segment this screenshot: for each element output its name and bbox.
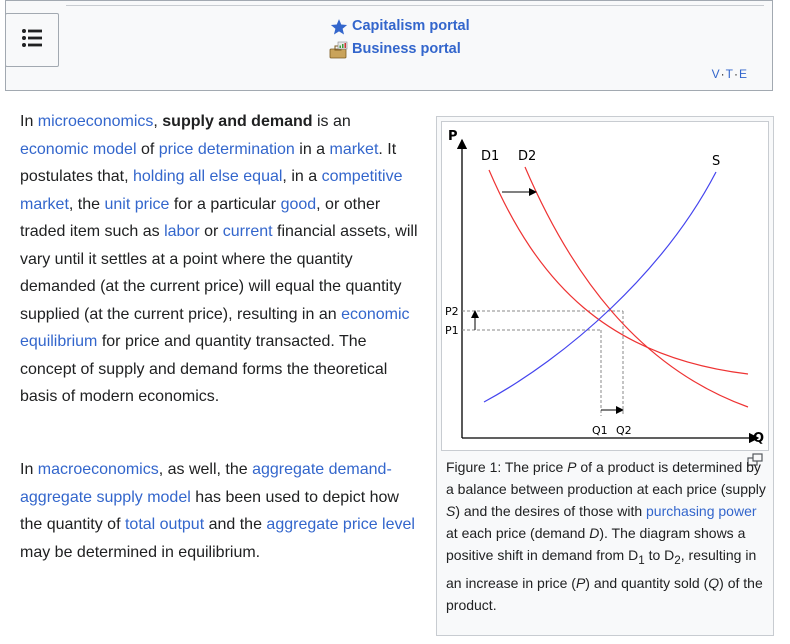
text: Q [708, 574, 720, 591]
link-market[interactable]: market [329, 140, 379, 158]
text: to D [644, 547, 675, 563]
link-ceteris-paribus[interactable]: holding all else equal [132, 168, 283, 185]
portal-list [329, 15, 470, 61]
link-labor[interactable]: labor [164, 223, 200, 240]
q2-label: Q2 [616, 424, 632, 437]
link-microeconomics[interactable]: microeconomics [37, 113, 154, 130]
star-icon [329, 17, 349, 37]
d1-curve [489, 170, 748, 374]
figure-caption [446, 456, 766, 616]
link-total-output[interactable]: total output [124, 516, 205, 533]
link-good[interactable]: good [280, 195, 317, 213]
toc-toggle-button[interactable] [5, 13, 59, 67]
text: of [136, 140, 159, 158]
text: and the [204, 516, 267, 533]
link-ad-as-model[interactable]: aggregate demand-aggregate supply model [20, 461, 392, 506]
text: 2 [674, 553, 681, 567]
p-axis-label: P [448, 129, 458, 144]
text: . It postulates that, [20, 140, 397, 185]
text: S [446, 503, 456, 519]
link-unit-price[interactable]: unit price [104, 195, 170, 213]
text: , resulting in an increase in price ( [446, 547, 757, 591]
link-purchasing-power[interactable]: purchasing power [646, 503, 757, 519]
d1-label: D1 [481, 149, 500, 164]
text: In [20, 461, 38, 478]
bold-term-supply-and-demand: supply and demand [162, 113, 313, 130]
portal-link-business[interactable]: Business portal [352, 41, 461, 57]
text: financial assets, will vary until it settles at a point where the quantity demanded (at the current price) will equal the quantity supplied (at the current price), resulting in an [20, 223, 418, 323]
q-axis-label: Q [753, 431, 765, 446]
vte-edit-link[interactable]: E [738, 67, 748, 81]
text: , the [68, 195, 105, 213]
text: , [153, 113, 163, 130]
text: ). The diagram shows a positive shift in demand from D [446, 525, 746, 563]
text: ) and the desires of those with [455, 503, 647, 519]
portal-link-capitalism[interactable]: Capitalism portal [352, 18, 470, 34]
link-economic-model[interactable]: economic model [20, 140, 137, 158]
text: ) of the product. [446, 574, 763, 613]
s-curve [484, 172, 716, 402]
text: 1 [638, 553, 645, 567]
d2-curve [525, 167, 748, 407]
intro-paragraph-2 [20, 456, 420, 566]
intro-paragraph-1 [20, 108, 420, 411]
text: , as well, the [158, 461, 253, 478]
link-competitive-market[interactable]: competitive market [20, 168, 403, 213]
text: in a [294, 140, 330, 158]
business-icon [329, 40, 349, 60]
text: of a product is determined by a balance between production at each price (supply [446, 459, 766, 497]
text: for price and quantity transacted. The concept of supply and demand forms the theoretical basis of modern economics. [20, 333, 388, 405]
vte-talk-link[interactable]: T [725, 67, 734, 81]
text: In [20, 113, 38, 130]
diagram-svg [442, 122, 768, 450]
text: , or other traded item such as [20, 195, 381, 240]
text: for a particular [169, 195, 281, 213]
text: or [199, 223, 223, 240]
text: D [589, 525, 600, 541]
link-economic-equilibrium[interactable]: economic equilibrium [20, 305, 410, 350]
link-current[interactable]: current [222, 223, 273, 240]
d2-label: D2 [518, 149, 537, 164]
p2-label: P2 [445, 305, 459, 318]
text: Figure 1: The price [446, 459, 568, 475]
link-price-determination[interactable]: price determination [158, 140, 295, 158]
text: may be determined in equilibrium. [20, 543, 261, 561]
text: at each price (demand [446, 525, 590, 541]
navbox [5, 0, 773, 91]
q1-label: Q1 [592, 424, 608, 437]
navbox-divider [66, 5, 764, 6]
vte-view-link[interactable]: V [711, 67, 721, 81]
s-label: S [712, 154, 721, 169]
portal-item-business[interactable] [329, 38, 470, 61]
text: , in a [282, 168, 322, 185]
p1-label: P1 [445, 324, 459, 337]
text: P [575, 574, 586, 591]
portal-item-capitalism[interactable] [329, 15, 470, 38]
list-icon [21, 28, 43, 53]
link-macroeconomics[interactable]: macroeconomics [37, 461, 159, 478]
figure-thumbnail [436, 116, 774, 636]
vte-links: V·T·E [711, 67, 748, 81]
supply-demand-diagram[interactable] [441, 121, 769, 451]
text: has been used to depict how the quantity of [20, 488, 399, 533]
text: ) and quantity sold ( [585, 574, 709, 591]
text: P [567, 459, 577, 475]
link-aggregate-price-level[interactable]: aggregate price level [266, 516, 415, 533]
text: is an [312, 113, 351, 130]
